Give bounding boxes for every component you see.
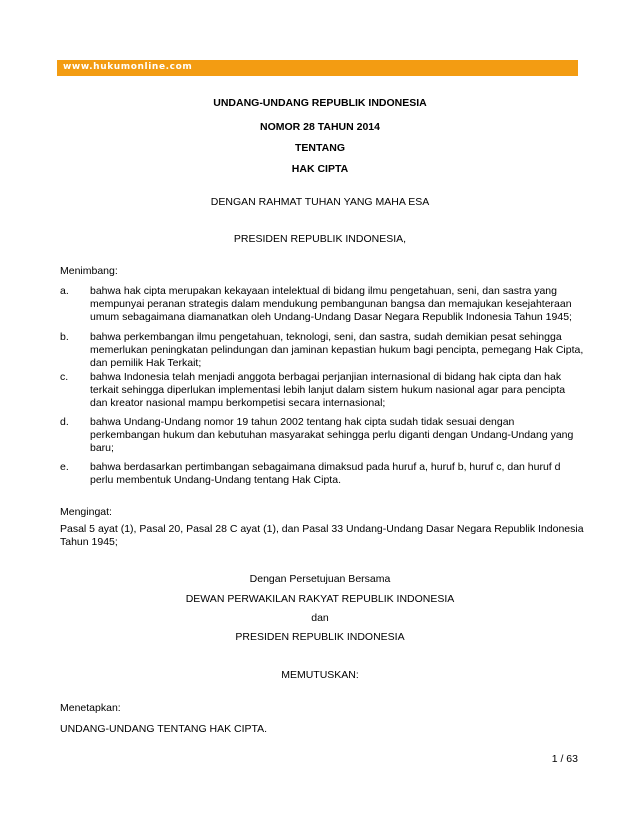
menimbang-item-text: bahwa Undang-Undang nomor 19 tahun 2002 tentang hak cipta sudah tidak sesuai dengan perkembangan hukum dan kebutuhan masyarakat sehingga perlu diganti dengan Undang-Undang yang baru;	[90, 416, 574, 454]
header-banner	[57, 60, 578, 76]
persetujuan-line-2: DEWAN PERWAKILAN RAKYAT REPUBLIK INDONESIA	[185, 593, 455, 605]
menimbang-item-letter: c.	[60, 371, 69, 383]
menimbang-item-letter: b.	[60, 331, 69, 343]
menimbang-item-text: bahwa hak cipta merupakan kekayaan intelektual di bidang ilmu pengetahuan, seni, dan sastra yang mempunyai peranan strategis dalam mendukung pembangunan bangsa dan memajukan kesejahteraan umum sebagaimana diamanatkan oleh Undang-Undang Dasar Negara Republik Indonesia Tahun 1945;	[90, 285, 572, 323]
title-line-3: TENTANG	[295, 142, 345, 154]
title-line-4: HAK CIPTA	[291, 163, 349, 175]
mengingat-heading: Mengingat:	[60, 506, 112, 518]
rahmat-line: DENGAN RAHMAT TUHAN YANG MAHA ESA	[210, 196, 430, 208]
menimbang-item-text: bahwa berdasarkan pertimbangan sebagaimana dimaksud pada huruf a, huruf b, huruf c, dan huruf d perlu membentuk Undang-Undang tentang Hak Cipta.	[90, 461, 561, 486]
menimbang-heading: Menimbang:	[60, 265, 118, 277]
menetapkan-heading: Menetapkan:	[60, 702, 121, 714]
menimbang-item-letter: e.	[60, 461, 69, 473]
site-url[interactable]: www.hukumonline.com	[63, 62, 193, 72]
menetapkan-text: UNDANG-UNDANG TENTANG HAK CIPTA.	[60, 723, 268, 735]
presiden-line: PRESIDEN REPUBLIK INDONESIA,	[233, 233, 407, 245]
title-line-1: UNDANG-UNDANG REPUBLIK INDONESIA	[213, 97, 427, 109]
persetujuan-line-3: dan	[311, 612, 329, 624]
menimbang-item-letter: d.	[60, 416, 69, 428]
memutuskan-heading: MEMUTUSKAN:	[281, 669, 359, 681]
mengingat-text: Pasal 5 ayat (1), Pasal 20, Pasal 28 C ayat (1), dan Pasal 33 Undang-Undang Dasar Negara Republik Indonesia Tahun 1945;	[60, 523, 584, 548]
persetujuan-line-1: Dengan Persetujuan Bersama	[249, 573, 391, 585]
menimbang-item-text: bahwa perkembangan ilmu pengetahuan, teknologi, seni, dan sastra, sudah demikian pesat sehingga memerlukan peningkatan pelindungan dan jaminan kepastian hukum bagi pencipta, pemegang Hak Cipta, dan pemilik Hak Terkait;	[90, 331, 584, 369]
menimbang-item-letter: a.	[60, 285, 69, 297]
title-line-2: NOMOR 28 TAHUN 2014	[259, 121, 380, 133]
page-number: 1 / 63	[551, 753, 578, 765]
persetujuan-line-4: PRESIDEN REPUBLIK INDONESIA	[235, 631, 405, 643]
menimbang-item-text: bahwa Indonesia telah menjadi anggota berbagai perjanjian internasional di bidang hak cipta dan hak terkait sehingga diperlukan implementasi lebih lanjut dalam sistem hukum nasional agar para pencipta dan kreator nasional mampu berkompetisi secara internasional;	[90, 371, 566, 409]
